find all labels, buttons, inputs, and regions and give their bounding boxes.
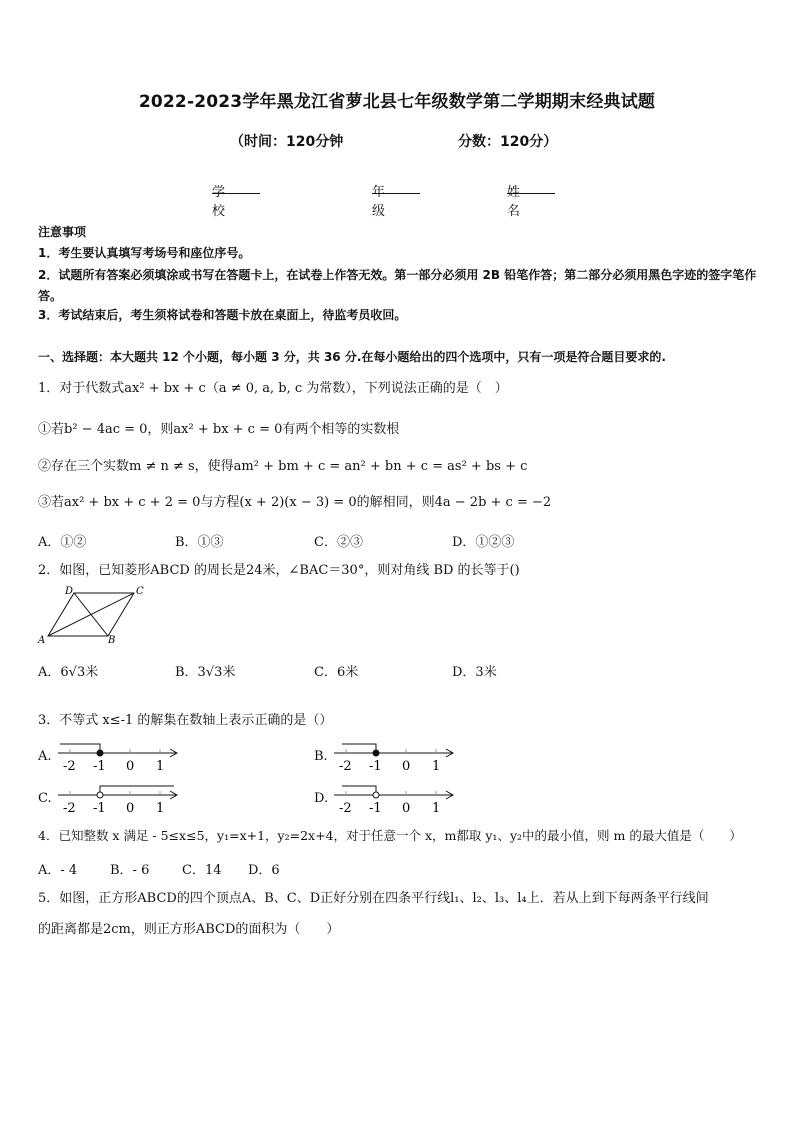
svg-text:-1: -1 <box>93 801 106 816</box>
svg-text:0: 0 <box>402 759 411 774</box>
svg-text:-2: -2 <box>63 759 76 774</box>
q1-statement-1: ①若b² − 4ac = 0，则ax² + bx + c = 0有两个相等的实数根 <box>38 422 400 437</box>
notice-heading: 注意事项 <box>38 225 87 239</box>
q4-option-c[interactable]: C．14 <box>182 863 222 878</box>
time-label: （时间：120分钟 <box>230 134 344 150</box>
q1-statement-3: ③若ax² + bx + c + 2 = 0与方程(x + 2)(x − 3) = 0的解相同，则4a − 2b + c = −2 <box>38 495 552 510</box>
exam-page: 2022-2023学年黑龙江省萝北县七年级数学第二学期期末经典试题 （时间：120分钟 分数：120分） 学校 年级 姓名 注意事项 1．考生要认真填写考场号和座位序号。 2．试题所有答案必须填涂或书写在答题卡上，在试卷上作答无效。第一部分必须用 2B 铅笔作答；第二部分必须用黑色字迹的签字笔作答。 3．考试结束后，考生须将试卷和答题卡放在桌面上，待监考员收回。 一、选择题：本大题共 12 个小题，每小题 3 分，共 36 分.在每小题给出的四个选项中，只有一项是符合题目要求的. 1．对于代数式ax² + bx + c（a ≠ 0, a, b, c 为常数），下列说法正确的是（ ） ①若b² − 4ac = 0，则ax² + bx + c = 0有两个相等的实数根 ②存在三个实数m ≠ n ≠ s，使得am² + bm + c = an² + bn + c = as² + bs + c ③若ax² + bx + c + 2 = 0与方程(x + 2)(x − 3) = 0的解相同，则4a − 2b + c = −2 A．①② B．①③ C．②③ D．①②③ 2．如图，已知菱形ABCD 的周长是24米，∠BAC＝30°，则对角线 BD 的长等于() D C A B A．6√3米 B．3√3米 C．6米 D．3米 3．不等式 x≤-1 的解集在数轴上表示正确的是（） A. -2 -1 0 1 B. -2 -1 0 1 C. -2 -1 0 1 D. -2 -1 0 1 4．已知整数 x 满足 - 5≤x≤5，y₁=x+1，y₂=2x+4，对于任意一个 x，m都取 y₁、y₂中的最小值，则 m 的最大值是（ ） A．- 4 B．- 6 C．14 D．6 5．如图，正方形ABCD的四个顶点A、B、C、D正好分别在四条平行线l₁、l₂、l₃、l₄上．若从上到下每两条平行线间 的距离都是2cm，则正方形ABCD的面积为（ ） <box>0 0 794 1123</box>
q3-number-line-d[interactable] <box>332 782 458 816</box>
vertex-label-c: C <box>136 586 144 597</box>
svg-text:1: 1 <box>156 759 165 774</box>
q4-option-a[interactable]: A．- 4 <box>38 863 78 878</box>
q1-option-c[interactable]: C．②③ <box>314 535 363 550</box>
q2-option-b[interactable]: B．3√3米 <box>175 665 236 680</box>
q5-stem-line-2: 的距离都是2cm，则正方形ABCD的面积为（ ） <box>38 922 340 937</box>
q3-option-c-label[interactable]: C. <box>38 791 52 806</box>
svg-text:-2: -2 <box>63 801 76 816</box>
svg-text:0: 0 <box>126 801 135 816</box>
section-heading: 一、选择题：本大题共 12 个小题，每小题 3 分，共 36 分.在每小题给出的四个选项中，只有一项是符合题目要求的. <box>38 350 666 364</box>
rhombus-figure <box>36 584 148 646</box>
grade-blank[interactable] <box>372 181 420 194</box>
notice-item-2: 2．试题所有答案必须填涂或书写在答题卡上，在试卷上作答无效。第一部分必须用 2B 铅笔作答；第二部分必须用黑色字迹的签字笔作答。 <box>38 268 757 303</box>
q1-stem: 1．对于代数式ax² + bx + c（a ≠ 0, a, b, c 为常数），下列说法正确的是（ ） <box>38 381 508 396</box>
q1-option-a[interactable]: A．①② <box>38 535 87 550</box>
svg-text:-1: -1 <box>369 801 382 816</box>
q3-number-line-c[interactable] <box>56 782 182 816</box>
svg-text:-1: -1 <box>369 759 382 774</box>
svg-text:1: 1 <box>156 801 165 816</box>
q2-option-c[interactable]: C．6米 <box>314 665 359 680</box>
svg-text:1: 1 <box>432 801 441 816</box>
q3-option-d-label[interactable]: D. <box>314 791 329 806</box>
q1-option-b[interactable]: B．①③ <box>175 535 224 550</box>
svg-text:-1: -1 <box>93 759 106 774</box>
q3-option-b-label[interactable]: B. <box>314 749 328 764</box>
exam-title: 2022-2023学年黑龙江省萝北县七年级数学第二学期期末经典试题 <box>138 92 656 112</box>
q2-option-a[interactable]: A．6√3米 <box>38 665 99 680</box>
q4-option-b[interactable]: B．- 6 <box>110 863 150 878</box>
vertex-label-d: D <box>65 586 74 597</box>
q2-stem: 2．如图，已知菱形ABCD 的周长是24米，∠BAC＝30°，则对角线 BD 的长等于() <box>38 563 520 578</box>
q3-number-line-b[interactable] <box>332 740 458 774</box>
notice-item-3: 3．考试结束后，考生须将试卷和答题卡放在桌面上，待监考员收回。 <box>38 308 407 322</box>
q4-stem: 4．已知整数 x 满足 - 5≤x≤5，y₁=x+1，y₂=2x+4，对于任意一个 x，m都取 y₁、y₂中的最小值，则 m 的最大值是（ ） <box>38 828 742 843</box>
q3-option-a-label[interactable]: A. <box>38 749 52 764</box>
notice-item-1: 1．考生要认真填写考场号和座位序号。 <box>38 246 251 260</box>
svg-text:0: 0 <box>126 759 135 774</box>
school-blank[interactable] <box>212 181 260 194</box>
q1-option-d[interactable]: D．①②③ <box>452 535 515 550</box>
score-label: 分数：120分） <box>458 134 558 150</box>
name-blank[interactable] <box>507 181 555 194</box>
q1-statement-2: ②存在三个实数m ≠ n ≠ s，使得am² + bm + c = an² + bn + c = as² + bs + c <box>38 459 528 474</box>
q3-stem: 3．不等式 x≤-1 的解集在数轴上表示正确的是（） <box>38 713 333 728</box>
svg-text:-2: -2 <box>339 759 352 774</box>
svg-text:-2: -2 <box>339 801 352 816</box>
q4-option-d[interactable]: D．6 <box>248 863 280 878</box>
svg-text:0: 0 <box>402 801 411 816</box>
vertex-label-b: B <box>108 635 116 646</box>
q5-stem-line-1: 5．如图，正方形ABCD的四个顶点A、B、C、D正好分别在四条平行线l₁、l₂、l₃、l₄上．若从上到下每两条平行线间 <box>38 891 709 906</box>
svg-text:1: 1 <box>432 759 441 774</box>
q3-number-line-a[interactable] <box>56 740 182 774</box>
vertex-label-a: A <box>38 635 46 646</box>
diagonal-bd <box>74 593 108 636</box>
q2-option-d[interactable]: D．3米 <box>452 665 497 680</box>
